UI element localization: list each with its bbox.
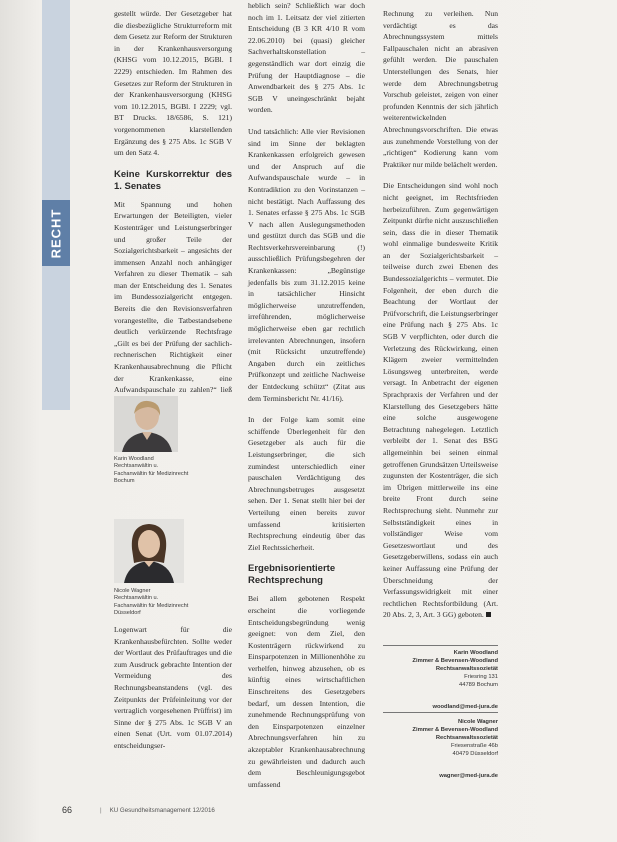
caption-title: Rechtsanwältin u. xyxy=(114,595,159,602)
address-firm: Zimmer & Bevensen-Woodland xyxy=(412,727,498,733)
caption-specialty: Fachanwältin für Medizinrecht xyxy=(114,602,189,609)
paragraph: In der Folge kam somit eine schiffende Überlegenheit für den Gesetzgeber als auch für die Leistungserbringer, die sich zumindest unterschiedlich einer pauschalen Verdächtigung des Abrechnungsbetruges ausgesetzt sehen. Der 1. Senat stellt hier bei der Verteilung einen bereits zuvor umfassend kritisierten Rechtsprechung eindeutig über das Ziel Rechtssicherheit. xyxy=(248,415,365,552)
email-link[interactable]: woodland@med-jura.de xyxy=(432,704,498,710)
paragraph-text: Die Entscheidungen sind wohl noch nicht geeignet, im Rechtsfrieden herbeizuführen. Zum gegenwärtigen Zeitpunkt dürfte nicht auszuschließen sein, dass die in dieser Thematik wohl einmalige bundesweite Kritik an der Sozialgerichtsbarkeit – teilweise durch zwei Ebenen des Bundessozialgerichts – vermutet. Die Folgenheit, der eben durch die Beachtung der Wortlaut der Prüfvorschrift, die Leistungserbringer eine Prüfung nach § 275 Abs. 1c SGB V verpflichten, oder durch die Verletzung des Rückwirkung, einen Klägern zweier vermittelnden Lösungsweg unterbreiten, werde versagt. In Anbetracht der eigenen Sprachpraxis der Verfahren und der Klarstellung des Gesetzgebers hätte eine solche ausgewogene Betrachtung nahegelegen. Letztlich verbleibt der 1. Senat des BSG allgemeinhin bei seinen einmal getroffenen Grundsätzen Urteilsweise zugunsten der Kostenträger, die sich im Übrigen mittlerweile ins eine breite Front durch seine Rechtsprechung sieht. Nunmehr zur Selbstständigkeit eines in vollständiger Weise vom Gesetzeswortlaut und des Gesetzgeberwillens, sodass ein auch keiner Auffassung eine Prüfung der Überschneidung der Verfassungswidrigkeit mit einer rechtlichen Rechtsfortbildung (Art. 20 Abs. 2, 3, Art. 3 GG) geboten. xyxy=(383,181,498,620)
section-label: RECHT xyxy=(48,208,64,258)
section-heading: Ergebnisorientierte Rechtsprechung xyxy=(248,563,336,587)
footer-separator: | xyxy=(100,806,102,814)
end-mark-icon xyxy=(486,612,491,617)
paragraph: heblich sein? Schließlich war doch noch im 1. Leitsatz der viel zitierten Entscheidung (B 3 KR 4/10 R vom 22.06.2010) bei (quasi) gleicher Sachverhaltskonstellation – gegenständlich war dort einzig die Prüfung der Hauptdiagnose – die Anwendbarkeit des § 275 Abs. 1c SGB V uneingeschränkt bejaht worden. xyxy=(248,1,365,115)
column-3 xyxy=(383,8,498,621)
section-tab xyxy=(42,200,70,266)
author-address-woodland xyxy=(412,649,498,711)
page-footer xyxy=(62,805,502,815)
address-type: Rechtsanwaltssozietät xyxy=(435,666,498,672)
divider xyxy=(383,645,498,646)
column-1-continued xyxy=(114,624,232,752)
paragraph: Rechnung zu verleihen. Nun verdächtigt es das Abrechnungssystem mittels Fallpauschalen nicht an abrasiven gefühlt werden. Die pauschalen Unterstellungen des Senats, hier werde dem Abrechnungsbetrug Vorschub geleistet, zeigen von einer profunden Kenntnis der sich jährlich weiterentwickelnden Abrechnungsvorschriften. Die etwas aus zunehmende Vorstellung von der „richtigen“ Kodierung kann vom Praktiker nur milde belächelt werden. xyxy=(383,9,498,169)
column-1 xyxy=(114,8,232,407)
address-name: Karin Woodland xyxy=(453,650,498,656)
address-name: Nicole Wagner xyxy=(457,719,498,725)
section-heading: Keine Kurskorrektur des 1. Senates xyxy=(114,168,232,192)
paragraph: Bei allem gebotenen Respekt erscheint die vorliegende Entscheidungsbegründung wenig geeignet: von dem Ziel, den Kostenträgern rückwirkend zu Einsparpotenzen in Millionenhöhe zu verhelfen, hinweg abzusehen, ob es künftig eines wirtschaftlichen Einschreitens des Gesetzgebers bedarf, um dessen Intention, die zunehmende Rechnungsprüfung von den Einsparpotenzen einzelner Abrechnungsverfahren hin zu akzeptabler Krankenhausabrechnung zu gewährleisten und dadurch auch dem Beschleunigungsgebot umfassend xyxy=(248,594,365,789)
paragraph: gestellt würde. Der Gesetzgeber hat die diesbezügliche Strukturreform mit dem Gesetz zur Reform der Strukturen in der Krankenhausversorgung (KHSG vom 10.12.2015, BGBl. I 2229) entschieden. Im Rahmen des Gesetzes zur Reform der Strukturen in der Krankenhausversorgung (KHSG vom 10.12.2015, BGBl. I 2229; vgl. BT Drucks. 18/6586, S. 121) vorgenommenen klarstellenden Ergänzung des § 275 Abs. 1c SGB V um den Satz 4. xyxy=(114,9,232,158)
caption-name: Karin Woodland xyxy=(114,456,154,462)
author-photo-wagner xyxy=(114,519,184,583)
email-link[interactable]: wagner@med-jura.de xyxy=(439,773,498,779)
paragraph: Und tatsächlich: Alle vier Revisionen sind im Sinne der beklagten Krankenkassen erfolgreich gewesen und der Anspruch auf die Aufwandspauschale wurde – in Kontradiktion zu den Vorinstanzen – nicht bestätigt. Nach Auffassung des 1. Senates erfasse § 275 Abs. 1c SGB V nach allen Auslegungsmethoden und gestützt durch das SGB und die Rechtsverkehrsvereinbarung (!) ausschließlich Prüfungsbegehren der Krankenkassen: „Begünstige jedenfalls bis zum 31.12.2015 keine in tatsächlicher Hinsicht möglicherweise unzutreffenden, irreführenden, möglicherweise möglicherweise eben gar rechtlich irrelevanten Abrechnungen, insofern (mit Rücksicht unzutreffende) Angaben durch ein zeitliches Prüfkonzept und zeitliche Nachweise der Entdeckung schützt“ (Zitat aus dem Terminsbericht Nr. 41/16). xyxy=(248,126,365,403)
caption-title: Rechtsanwältin u. xyxy=(114,463,159,470)
column-2 xyxy=(248,0,365,790)
caption-city: Düsseldorf xyxy=(114,610,141,617)
address-firm: Zimmer & Bevensen-Woodland xyxy=(412,658,498,664)
address-street: Friesenstraße 46b xyxy=(450,743,498,749)
caption-city: Bochum xyxy=(114,478,135,485)
address-city: 44789 Bochum xyxy=(459,682,498,688)
caption-specialty: Fachanwältin für Medizinrecht xyxy=(114,470,189,477)
author-caption-woodland xyxy=(114,456,224,486)
caption-name: Nicole Wagner xyxy=(114,588,151,594)
publication-name: KU Gesundheitsmanagement 12/2016 xyxy=(109,806,215,814)
author-caption-wagner xyxy=(114,588,224,618)
address-type: Rechtsanwaltssozietät xyxy=(435,735,498,741)
author-address-wagner xyxy=(412,718,498,780)
divider xyxy=(383,712,498,713)
paragraph xyxy=(383,180,498,621)
address-street: Friesring 131 xyxy=(464,674,498,680)
paragraph: Mit Spannung und hohen Erwartungen der Beteiligten, vieler Kostenträger und Leistungserbringer und großer Teile der Sozialgerichtsbarkeit – angesichts der immensen Anzahl noch anhängiger Verfahren zu dieser Thematik – sah man der Entscheidung des 1. Senates im Bundessozialgericht entgegen. Bereits die den Revisionsverfahren vorangestellte, die Tatbestandsebene deutlich verkürzende Rechtsfrage „Gilt es bei der Prüfung der sachlich-rechnerischen Richtigkeit einer Krankenhausabrechnung die Pflicht der Krankenkasse, eine Aufwandspauschale zu zahlen?“ ließ xyxy=(114,199,232,395)
paragraph: Logenwart für die Krankenhausbefürchten. Sollte weder der Wortlaut des Prüfauftrages und die zum Ausdruck gebrachte Intention der Vermeidung des Rechnungsbeanstandens (vgl. des Zeitpunkts der Prüfeinleitung vor der vertraglich vorgesehenen Prüffrist) im Sinne der § 275 Abs. 1c SGB V an einen Senat (Urt. vom 01.07.2014) entscheidungser- xyxy=(114,625,232,750)
author-photo-woodland xyxy=(114,396,178,452)
page-number: 66 xyxy=(62,805,73,815)
address-city: 40479 Düsseldorf xyxy=(452,751,498,757)
